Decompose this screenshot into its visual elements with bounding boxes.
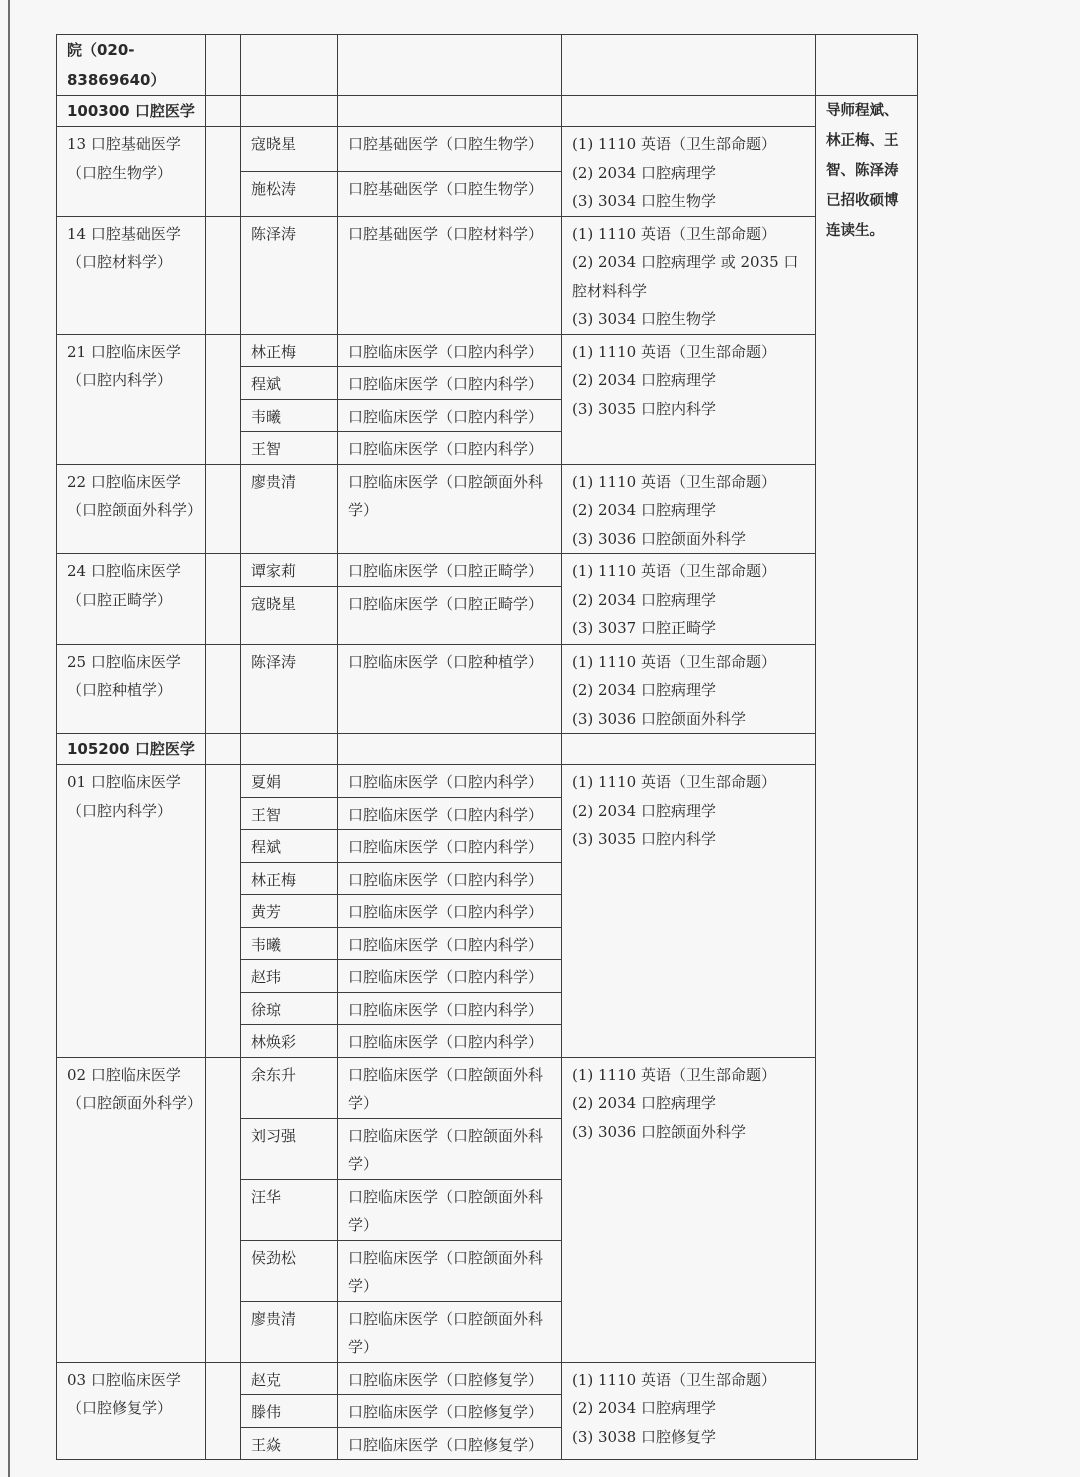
tutor-name: 寇晓星 [241,586,338,644]
tutor-name: 程斌 [241,830,338,863]
research-direction: 13 口腔基础医学 （口腔生物学） [57,127,206,217]
tutor-name: 谭家莉 [241,554,338,587]
exam-subject-line: (2) 2034 口腔病理学 [572,501,716,519]
discipline-field: 口腔临床医学（口腔修复学） [338,1427,562,1460]
exam-subject-line: (1) 1110 英语（卫生部命题） [572,1370,776,1389]
discipline-field: 口腔临床医学（口腔内科学） [338,367,562,400]
research-direction: 22 口腔临床医学 （口腔颌面外科学） [57,464,206,554]
tutor-name: 林正梅 [241,862,338,895]
table-row [57,765,918,798]
exam-subjects [562,127,816,217]
tutor-name: 汪华 [241,1179,338,1240]
discipline-field: 口腔临床医学（口腔内科学） [338,432,562,465]
discipline-field: 口腔临床医学（口腔正畸学） [338,586,562,644]
discipline-field: 口腔临床医学（口腔正畸学） [338,554,562,587]
exam-subject-line: (2) 2034 口腔病理学 [572,371,716,389]
exam-subject-line: (1) 1110 英语（卫生部命题） [572,1065,776,1084]
discipline-field: 口腔临床医学（口腔内科学） [338,992,562,1025]
tutor-name: 王智 [241,797,338,830]
institute-phone: 院（020-83869640） [57,35,206,96]
table-row [57,644,918,734]
research-direction: 21 口腔临床医学 （口腔内科学） [57,334,206,464]
institute-header-row [57,35,918,96]
exam-subject-line: (2) 2034 口腔病理学 或 2035 口腔材料科学 [572,253,799,300]
exam-subjects [562,765,816,1058]
tutor-name: 赵玮 [241,960,338,993]
major-code: 100300 口腔医学 [57,96,206,127]
remark-cell: 导师程斌、林正梅、王智、陈泽涛已招收硕博连读生。 [816,96,918,1460]
table-row [57,127,918,172]
tutor-name: 施松涛 [241,171,338,216]
discipline-field: 口腔临床医学（口腔内科学） [338,927,562,960]
tutor-name: 陈泽涛 [241,216,338,334]
table-row [57,1362,918,1395]
tutor-name: 滕伟 [241,1395,338,1428]
table-row [57,554,918,587]
exam-subject-line: (3) 3036 口腔颌面外科学 [572,709,746,728]
discipline-field: 口腔临床医学（口腔内科学） [338,765,562,798]
research-direction: 01 口腔临床医学 （口腔内科学） [57,765,206,1058]
tutor-name: 侯劲松 [241,1240,338,1301]
exam-subject-line: (2) 2034 口腔病理学 [572,681,716,699]
research-direction: 14 口腔基础医学 （口腔材料学） [57,216,206,334]
exam-subjects [562,644,816,734]
table-row [57,1057,918,1118]
tutor-name: 程斌 [241,367,338,400]
research-direction: 03 口腔临床医学 （口腔修复学） [57,1362,206,1460]
discipline-field: 口腔临床医学（口腔内科学） [338,334,562,367]
discipline-field: 口腔基础医学（口腔生物学） [338,127,562,172]
discipline-field: 口腔临床医学（口腔内科学） [338,399,562,432]
discipline-field: 口腔临床医学（口腔内科学） [338,895,562,928]
exam-subject-line: (1) 1110 英语（卫生部命题） [572,135,776,153]
exam-subject-line: (3) 3034 口腔生物学 [572,310,716,328]
tutor-name: 韦曦 [241,927,338,960]
exam-subject-line: (3) 3038 口腔修复学 [572,1427,716,1446]
exam-subjects [562,334,816,464]
discipline-field: 口腔临床医学（口腔内科学） [338,1025,562,1058]
exam-subjects [562,1057,816,1362]
tutor-name: 赵克 [241,1362,338,1395]
exam-subject-line: (2) 2034 口腔病理学 [572,801,716,820]
exam-subject-line: (1) 1110 英语（卫生部命题） [572,562,776,580]
exam-subject-line: (1) 1110 英语（卫生部命题） [572,773,776,791]
tutor-name: 林正梅 [241,334,338,367]
table-row [57,216,918,334]
tutor-name: 韦曦 [241,399,338,432]
exam-subject-line: (3) 3036 口腔颌面外科学 [572,529,746,548]
discipline-field: 口腔临床医学（口腔颌面外科学） [338,1057,562,1118]
discipline-field: 口腔临床医学（口腔内科学） [338,960,562,993]
tutor-name: 黄芳 [241,895,338,928]
discipline-field: 口腔临床医学（口腔颌面外科学） [338,464,562,554]
discipline-field: 口腔基础医学（口腔材料学） [338,216,562,334]
exam-subject-line: (3) 3034 口腔生物学 [572,192,716,210]
exam-subject-line: (1) 1110 英语（卫生部命题） [572,652,776,671]
major-code: 105200 口腔医学 [57,734,206,765]
tutor-name: 寇晓星 [241,127,338,172]
research-direction: 25 口腔临床医学 （口腔种植学） [57,644,206,734]
exam-subject-line: (2) 2034 口腔病理学 [572,590,716,609]
exam-subject-line: (2) 2034 口腔病理学 [572,163,716,182]
discipline-field: 口腔临床医学（口腔内科学） [338,797,562,830]
exam-subject-line: (3) 3035 口腔内科学 [572,830,716,848]
research-direction: 02 口腔临床医学 （口腔颌面外科学） [57,1057,206,1362]
discipline-field: 口腔临床医学（口腔颌面外科学） [338,1240,562,1301]
major-header-row [57,734,918,765]
discipline-field: 口腔临床医学（口腔种植学） [338,644,562,734]
discipline-field: 口腔临床医学（口腔颌面外科学） [338,1301,562,1362]
major-header-row [57,96,918,127]
exam-subject-line: (1) 1110 英语（卫生部命题） [572,472,776,491]
discipline-field: 口腔临床医学（口腔修复学） [338,1362,562,1395]
research-direction: 24 口腔临床医学 （口腔正畸学） [57,554,206,645]
tutor-name: 徐琼 [241,992,338,1025]
tutor-name: 林焕彩 [241,1025,338,1058]
table-row [57,464,918,554]
tutor-name: 廖贵清 [241,1301,338,1362]
exam-subjects [562,1362,816,1460]
exam-subject-line: (1) 1110 英语（卫生部命题） [572,342,776,361]
exam-subjects [562,464,816,554]
discipline-field: 口腔临床医学（口腔内科学） [338,862,562,895]
exam-subject-line: (2) 2034 口腔病理学 [572,1399,716,1417]
discipline-field: 口腔临床医学（口腔内科学） [338,830,562,863]
exam-subject-line: (3) 3036 口腔颌面外科学 [572,1122,746,1141]
exam-subject-line: (1) 1110 英语（卫生部命题） [572,224,776,243]
discipline-field: 口腔临床医学（口腔修复学） [338,1395,562,1428]
discipline-field: 口腔基础医学（口腔生物学） [338,171,562,216]
exam-subject-line: (2) 2034 口腔病理学 [572,1094,716,1112]
tutor-name: 余东升 [241,1057,338,1118]
tutor-name: 王焱 [241,1427,338,1460]
table-row [57,334,918,367]
discipline-field: 口腔临床医学（口腔颌面外科学） [338,1179,562,1240]
exam-subject-line: (3) 3037 口腔正畸学 [572,619,716,637]
tutor-name: 刘习强 [241,1118,338,1179]
admissions-table [56,34,918,1460]
tutor-name: 夏娟 [241,765,338,798]
discipline-field: 口腔临床医学（口腔颌面外科学） [338,1118,562,1179]
scan-left-edge [8,0,10,1477]
exam-subjects [562,216,816,334]
exam-subject-line: (3) 3035 口腔内科学 [572,399,716,418]
tutor-name: 陈泽涛 [241,644,338,734]
exam-subjects [562,554,816,645]
tutor-name: 王智 [241,432,338,465]
tutor-name: 廖贵清 [241,464,338,554]
